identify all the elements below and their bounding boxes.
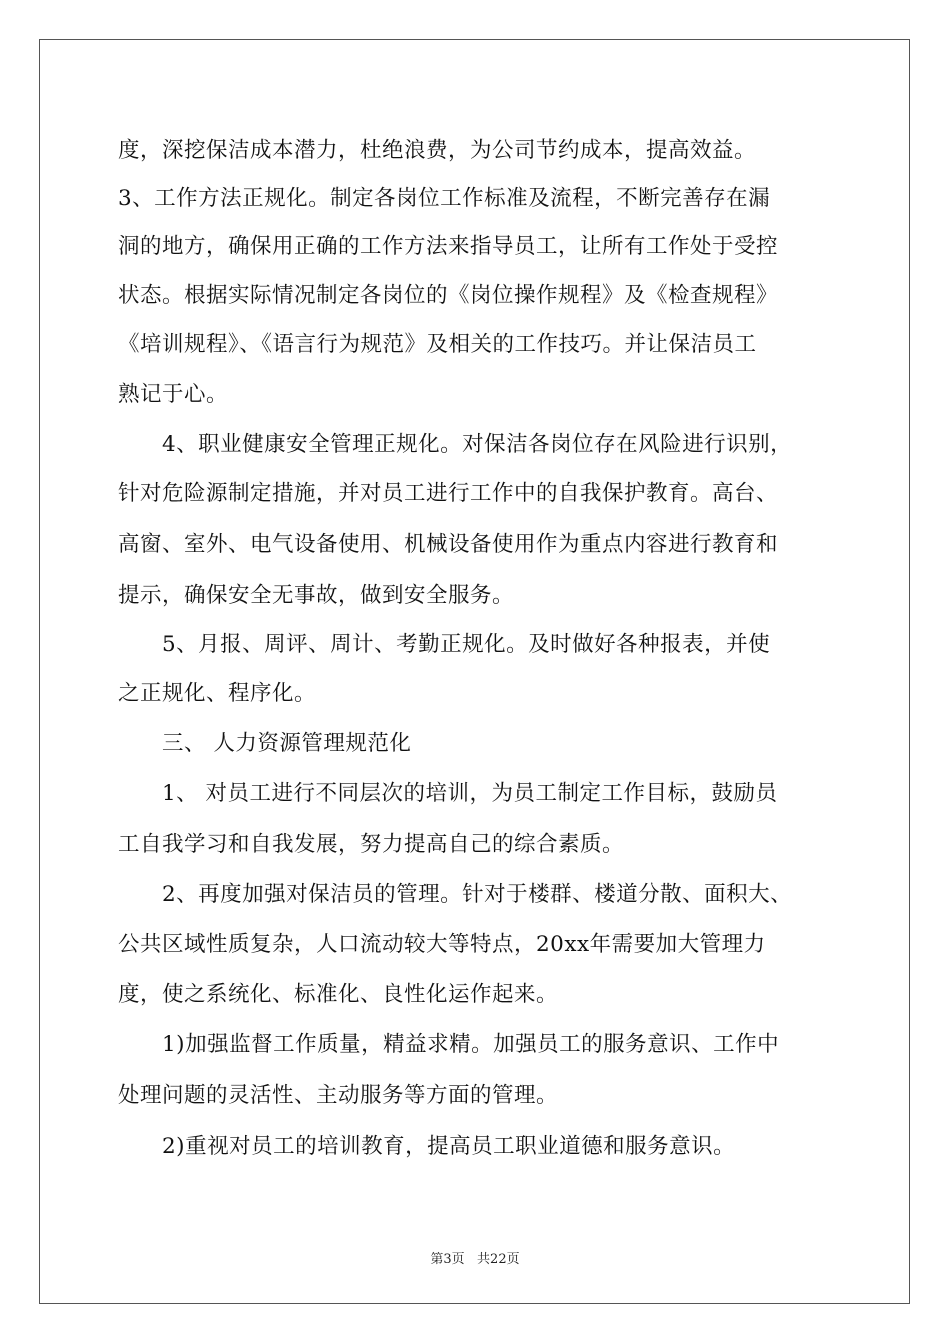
text-line: 2)重视对员工的培训教育，提高员工职业道德和服务意识。 xyxy=(118,1134,736,1159)
text-line: 2、再度加强对保洁员的管理。针对于楼群、楼道分散、面积大、 xyxy=(118,882,793,907)
text-line: 5、月报、周评、周计、考勤正规化。及时做好各种报表，并使 xyxy=(118,632,771,657)
text-line: 高窗、室外、电气设备使用、机械设备使用作为重点内容进行教育和 xyxy=(118,532,779,557)
text-line: 度，使之系统化、标准化、良性化运作起来。 xyxy=(118,982,559,1007)
section-heading: 三、 人力资源管理规范化 xyxy=(118,731,412,756)
text-line: 《培训规程》、《语言行为规范》及相关的工作技巧。并让保洁员工 xyxy=(118,332,757,357)
text-line: 处理问题的灵活性、主动服务等方面的管理。 xyxy=(118,1083,559,1108)
text-line: 熟记于心。 xyxy=(118,382,229,407)
text-line: 工自我学习和自我发展，努力提高自己的综合素质。 xyxy=(118,832,625,857)
text-line: 洞的地方，确保用正确的工作方法来指导员工，让所有工作处于受控 xyxy=(118,234,779,259)
text-line: 状态。根据实际情况制定各岗位的《岗位操作规程》及《检查规程》 xyxy=(118,283,779,308)
page-border xyxy=(39,39,910,1304)
text-line: 1)加强监督工作质量，精益求精。加强员工的服务意识、工作中 xyxy=(118,1032,780,1057)
text-line: 之正规化、程序化。 xyxy=(118,681,317,706)
page-number-footer: 第3页 共22页 xyxy=(430,1252,520,1267)
text-line: 3、工作方法正规化。制定各岗位工作标准及流程，不断完善存在漏 xyxy=(118,186,771,211)
text-line: 4、职业健康安全管理正规化。对保洁各岗位存在风险进行识别， xyxy=(118,432,793,457)
text-line: 1、 对员工进行不同层次的培训，为员工制定工作目标，鼓励员 xyxy=(118,781,778,806)
text-line: 针对危险源制定措施，并对员工进行工作中的自我保护教育。高台、 xyxy=(118,481,779,506)
text-line: 提示，确保安全无事故，做到安全服务。 xyxy=(118,583,515,608)
text-line: 度，深挖保洁成本潜力，杜绝浪费，为公司节约成本，提高效益。 xyxy=(118,138,757,163)
text-line: 公共区域性质复杂，人口流动较大等特点，20xx年需要加大管理力 xyxy=(118,932,766,957)
